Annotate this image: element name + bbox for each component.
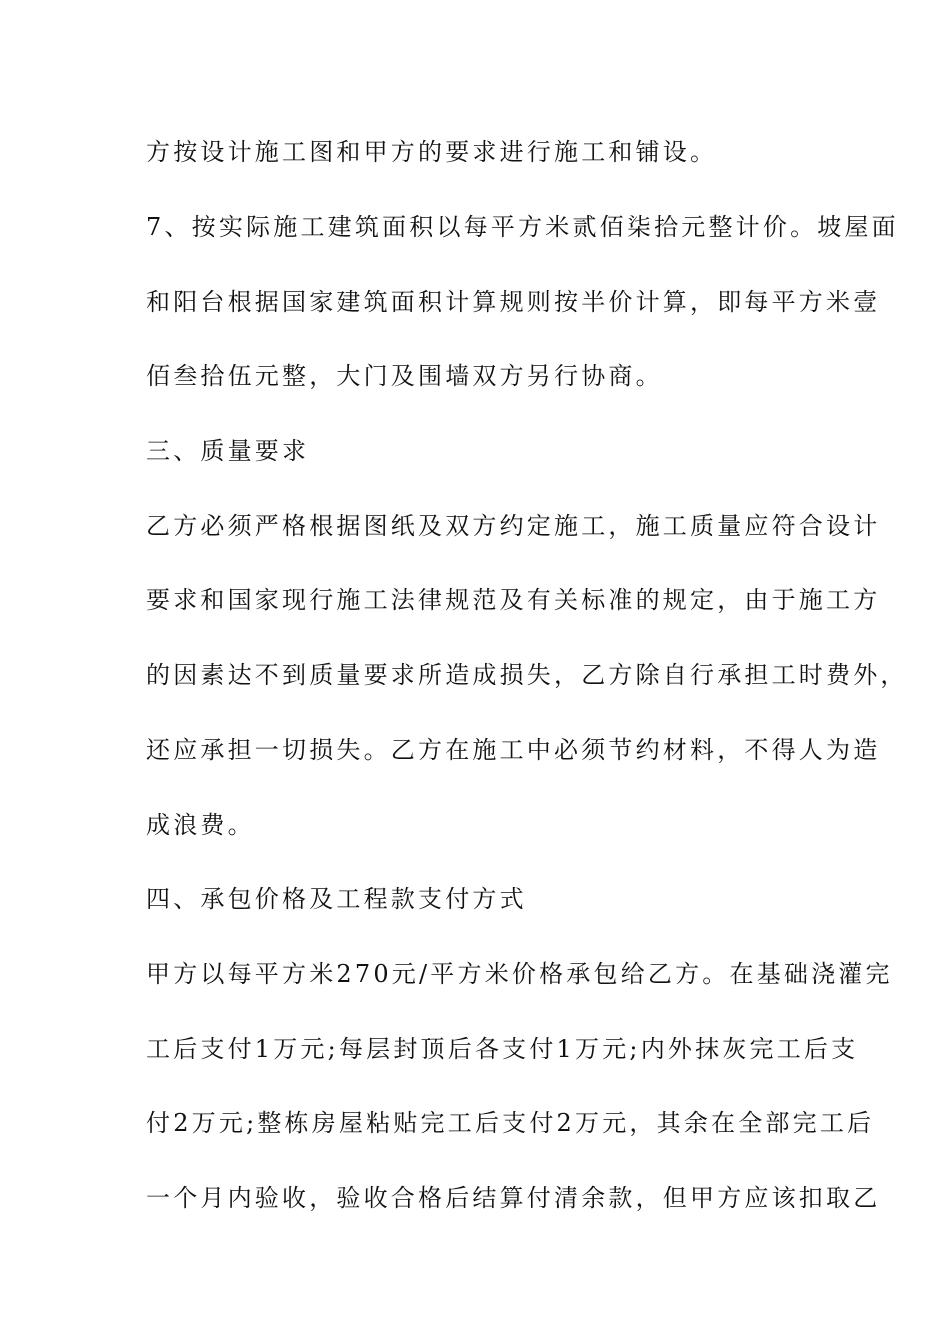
paragraph-line: 和阳台根据国家建筑面积计算规则按半价计算，即每平方米壹 [146,288,881,316]
paragraph-line: 成浪费。 [146,811,255,839]
paragraph-line: 一个月内验收，验收合格后结算付清余款，但甲方应该扣取乙 [146,1184,881,1212]
paragraph-line: 乙方必须严格根据图纸及双方约定施工，施工质量应符合设计 [146,512,881,540]
paragraph-line: 付2万元;整栋房屋粘贴完工后支付2万元，其余在全部完工后 [146,1109,875,1137]
paragraph-line: 佰叁拾伍元整，大门及围墙双方另行协商。 [146,362,663,390]
paragraph-line: 方按设计施工图和甲方的要求进行施工和铺设。 [146,138,718,166]
section-heading: 四、承包价格及工程款支付方式 [146,885,527,913]
paragraph-line: 7、按实际施工建筑面积以每平方米贰佰柒拾元整计价。坡屋面 [146,213,899,241]
section-heading: 三、质量要求 [146,437,310,465]
paragraph-line: 工后支付1万元;每层封顶后各支付1万元;内外抹灰完工后支 [146,1035,859,1063]
paragraph-line: 还应承担一切损失。乙方在施工中必须节约材料，不得人为造 [146,736,881,764]
paragraph-line: 要求和国家现行施工法律规范及有关标准的规定，由于施工方 [146,586,881,614]
paragraph-line: 甲方以每平方米270元/平方米价格承包给乙方。在基础浇灌完 [146,960,893,988]
paragraph-line: 的因素达不到质量要求所造成损失，乙方除自行承担工时费外， [146,661,908,689]
